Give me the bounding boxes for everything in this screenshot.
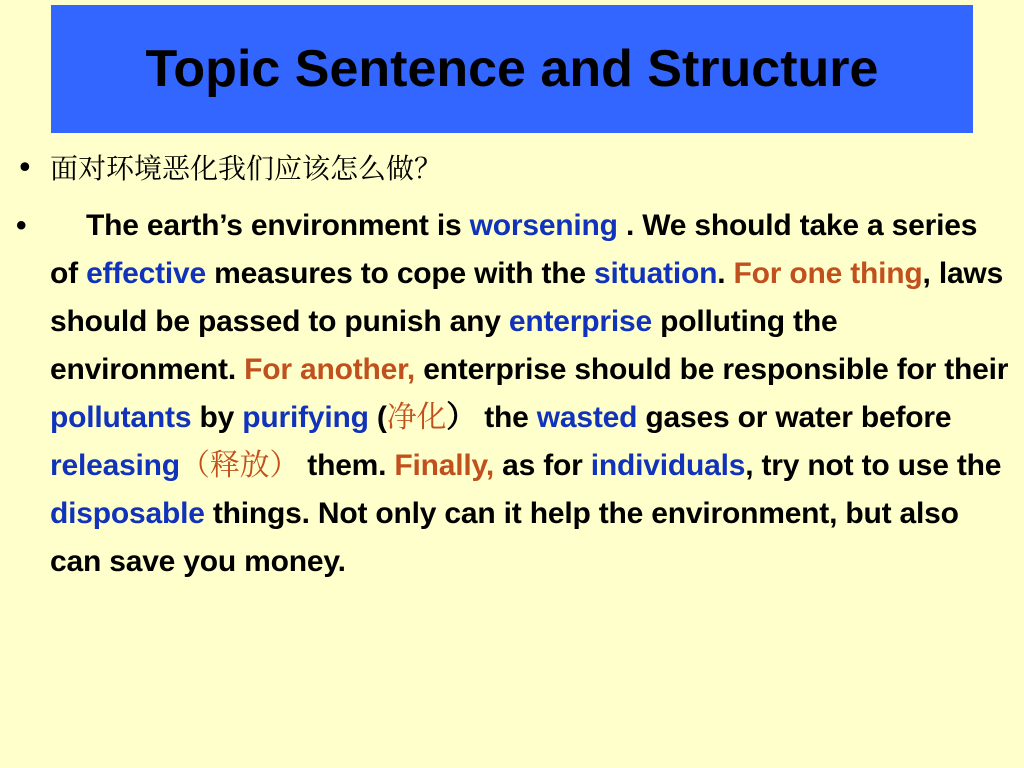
paragraph-text: The earth’s environment is — [86, 209, 470, 242]
bullet-item-paragraph — [16, 202, 1012, 586]
keyword-purifying: purifying — [242, 401, 369, 434]
paragraph-text: polluting the environment. — [50, 305, 838, 386]
bullet-item-question — [16, 146, 1012, 192]
connector-for-one-thing: For one thing — [733, 257, 923, 290]
paragraph-text: enterprise should be responsible for their — [415, 353, 1009, 386]
paragraph-text: measures to cope with the — [206, 257, 595, 290]
paragraph-text: as for — [493, 449, 591, 482]
bullet-marker: • — [16, 151, 34, 186]
paragraph-text: them. — [299, 449, 395, 482]
paragraph-text: gases or water before — [637, 401, 952, 434]
paragraph-text: ( — [368, 401, 387, 434]
keyword-enterprise: enterprise — [508, 305, 652, 338]
keyword-wasted: wasted — [536, 401, 638, 434]
question-text: 面对环境恶化我们应该怎么做？ — [50, 152, 443, 185]
bullet-list — [16, 146, 1012, 586]
keyword-disposable: disposable — [50, 497, 205, 530]
gloss-release-cn: （释放） — [179, 448, 300, 483]
bullet-marker: • — [16, 209, 27, 242]
paragraph-text: things. Not only can it help the environment, but also can save you money. — [50, 497, 959, 578]
gloss-purify-cn: 净化 — [386, 400, 447, 435]
keyword-worsening: worsening — [469, 209, 618, 242]
connector-finally: Finally, — [394, 449, 494, 482]
paragraph-text: ） the — [446, 401, 537, 434]
paragraph-text: . — [717, 257, 734, 290]
connector-for-another: For another, — [244, 353, 416, 386]
paragraph-text: by — [191, 401, 243, 434]
keyword-effective: effective — [86, 257, 206, 290]
keyword-pollutants: pollutants — [50, 401, 192, 434]
paragraph-text: . We should take a series of — [50, 209, 978, 290]
slide-title: Topic Sentence and Structure — [145, 40, 879, 98]
keyword-situation: situation — [594, 257, 718, 290]
paragraph-text: , laws should be passed to punish any — [50, 257, 1004, 338]
paragraph-text: , try not to use the — [745, 449, 1002, 482]
title-banner — [51, 5, 973, 133]
keyword-releasing: releasing — [50, 449, 180, 482]
keyword-individuals: individuals — [590, 449, 746, 482]
